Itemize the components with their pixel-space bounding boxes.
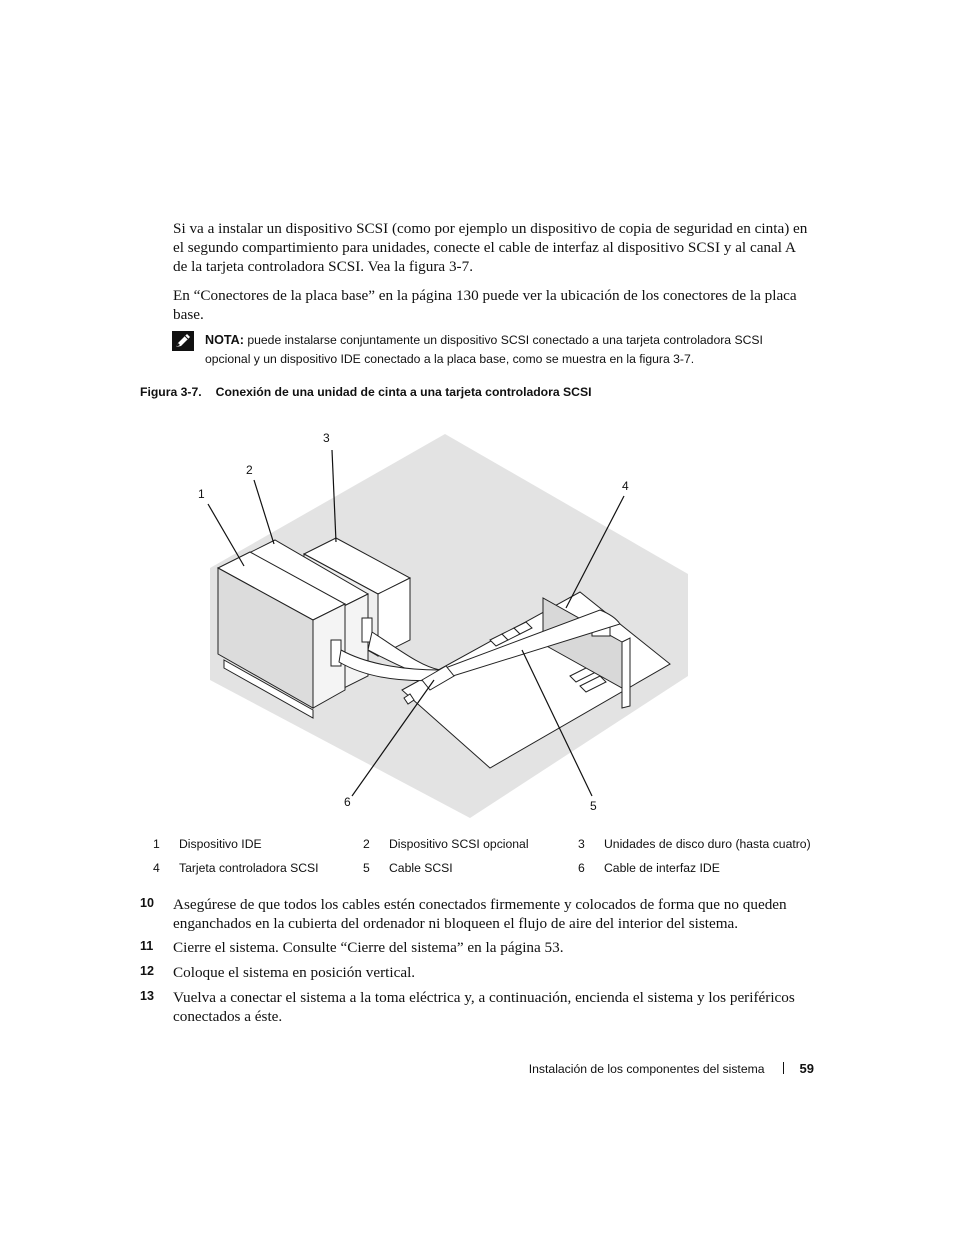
legend-num: 3 <box>578 837 585 851</box>
legend-row <box>144 832 811 856</box>
figure-illustration <box>140 418 820 828</box>
footer-divider <box>783 1062 784 1074</box>
note-text <box>205 331 805 369</box>
callout-3: 3 <box>323 431 330 445</box>
note-body: puede instalarse conjuntamente un dispositivo SCSI conectado a una tarjeta controladora SCSI opcional y un dispositivo IDE conectado a la placa base, como se muestra en la figura 3-7. <box>205 333 763 366</box>
figure-legend <box>144 832 811 880</box>
step-text: Cierre el sistema. Consulte “Cierre del sistema” en la página 53. <box>173 939 564 956</box>
legend-label: Tarjeta controladora SCSI <box>179 861 319 875</box>
footer-section-title: Instalación de los componentes del sistema <box>528 1062 765 1076</box>
legend-num: 6 <box>578 861 585 875</box>
legend-label: Cable SCSI <box>389 861 453 875</box>
callout-4: 4 <box>622 479 629 493</box>
callout-1: 1 <box>198 487 205 501</box>
step-text: Asegúrese de que todos los cables estén conectados firmemente y colocados de forma que no queden enganchados en la cubierta del ordenador ni bloqueen el flujo de aire del interior del sistema. <box>173 896 787 932</box>
figure-title: Conexión de una unidad de cinta a una tarjeta controladora SCSI <box>215 385 592 399</box>
page-footer <box>400 1061 814 1076</box>
step-text: Coloque el sistema en posición vertical. <box>173 964 416 981</box>
legend-label: Dispositivo SCSI opcional <box>389 837 529 851</box>
step-number: 11 <box>140 939 154 953</box>
step-text: Vuelva a conectar el sistema a la toma eléctrica y, a continuación, encienda el sistema y los periféricos conectados a éste. <box>173 989 795 1025</box>
note-pencil-icon <box>172 331 194 351</box>
legend-label: Dispositivo IDE <box>179 837 262 851</box>
note-label: NOTA: <box>205 333 244 347</box>
callout-2: 2 <box>246 463 253 477</box>
callout-5: 5 <box>590 799 597 813</box>
legend-label: Cable de interfaz IDE <box>604 861 720 875</box>
step-number: 12 <box>140 964 155 978</box>
page-number: 59 <box>799 1061 814 1076</box>
legend-row <box>144 856 811 880</box>
intro-paragraph-1: Si va a instalar un dispositivo SCSI (como por ejemplo un dispositivo de copia de seguridad en cinta) en el segundo compartimiento para unidades, conecte el cable de interfaz al dispositivo SCSI y al canal A de la tarjeta controladora SCSI. Vea la figura 3-7. <box>173 220 808 275</box>
legend-num: 5 <box>363 861 370 875</box>
figure-caption <box>140 385 591 399</box>
callout-6: 6 <box>344 795 351 809</box>
step-number: 10 <box>140 896 155 910</box>
figure-number: Figura 3-7. <box>140 385 202 399</box>
intro-paragraph-2: En “Conectores de la placa base” en la página 130 puede ver la ubicación de los conectores de la placa base. <box>173 287 797 323</box>
step-number: 13 <box>140 989 155 1003</box>
legend-num: 4 <box>153 861 160 875</box>
legend-label: Unidades de disco duro (hasta cuatro) <box>604 837 811 851</box>
legend-num: 2 <box>363 837 370 851</box>
legend-num: 1 <box>153 837 160 851</box>
